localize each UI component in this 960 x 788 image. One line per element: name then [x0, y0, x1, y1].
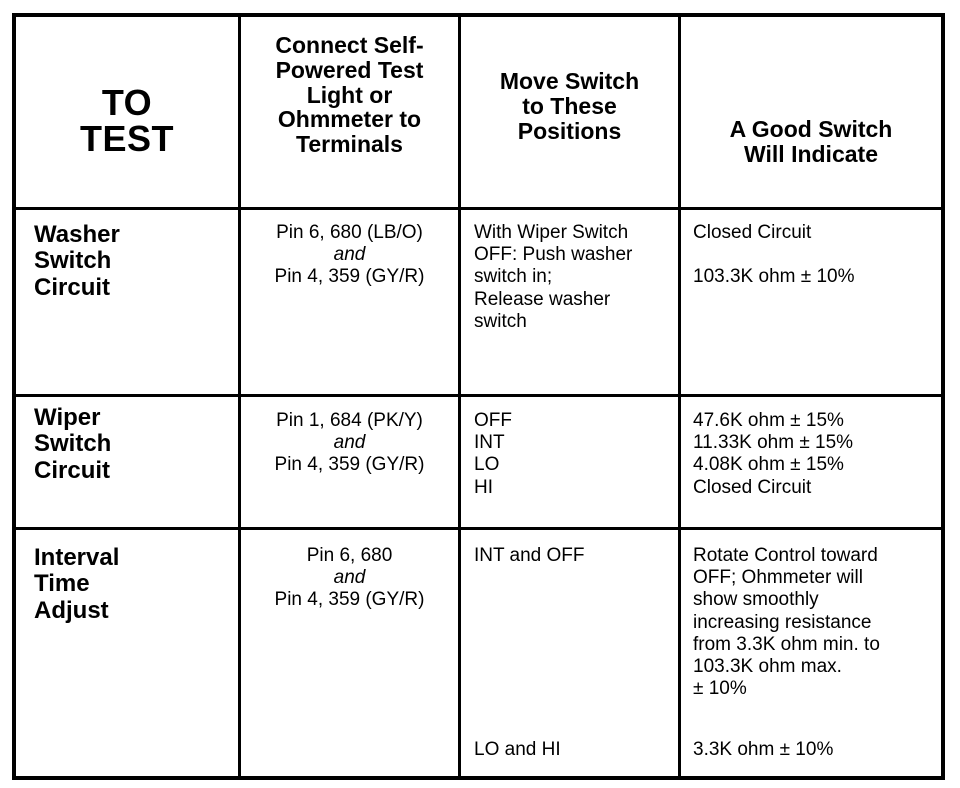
- indicate-line: show smoothly: [693, 589, 819, 611]
- header-connect-line: Powered Test: [275, 56, 424, 83]
- header-connect-line: Terminals: [296, 131, 403, 158]
- header-move-line: Positions: [517, 117, 622, 144]
- indicate-line: 103.3K ohm max.: [693, 656, 842, 678]
- header-connect-line: Light or: [306, 81, 393, 108]
- terminal-and: and: [333, 567, 366, 589]
- row-label-interval: [34, 545, 234, 624]
- row-label-line: Washer: [34, 221, 120, 248]
- positions-interval-int-off: [474, 545, 678, 567]
- position-line: OFF: Push washer: [474, 244, 633, 266]
- row-label-line: Time: [34, 570, 90, 598]
- header-connect-line: Connect Self-: [275, 32, 424, 58]
- position-line: LO and HI: [474, 739, 561, 760]
- terminals-interval: [241, 545, 458, 612]
- row-label-line: Adjust: [34, 596, 109, 624]
- indicate-line: Rotate Control toward: [693, 545, 878, 566]
- position-line: LO: [474, 454, 500, 476]
- position-line: switch in;: [474, 266, 553, 288]
- row-label-line: Wiper: [34, 404, 101, 431]
- indicate-wiper: [693, 410, 938, 499]
- position-line: INT and OFF: [474, 545, 585, 566]
- header-connect-terminals: [241, 17, 458, 207]
- indicate-washer: [693, 222, 938, 288]
- row-label-line: Switch: [34, 430, 112, 458]
- header-to-test: [16, 17, 238, 207]
- position-line: OFF: [474, 410, 512, 431]
- header-move-switch: [461, 17, 678, 207]
- row-label-line: Circuit: [34, 273, 111, 301]
- row-label-line: Switch: [34, 247, 112, 275]
- position-line: HI: [474, 476, 493, 498]
- row-divider: [16, 207, 941, 210]
- indicate-line: 47.6K ohm ± 15%: [693, 410, 844, 431]
- indicate-line: 103.3K ohm ± 10%: [693, 266, 855, 288]
- row-divider: [16, 394, 941, 397]
- terminal-line: Pin 6, 680: [306, 545, 393, 566]
- indicate-line: Closed Circuit: [693, 476, 812, 498]
- indicate-line: 4.08K ohm ± 15%: [693, 454, 844, 476]
- positions-wiper: [474, 410, 678, 499]
- indicate-interval-rotate: [693, 545, 938, 701]
- terminal-line: Pin 4, 359 (GY/R): [274, 266, 425, 288]
- indicate-line: OFF; Ohmmeter will: [693, 567, 863, 589]
- indicate-line: 11.33K ohm ± 15%: [693, 432, 854, 454]
- header-good-switch: [681, 17, 941, 207]
- terminal-line: Pin 4, 359 (GY/R): [274, 454, 425, 476]
- terminals-wiper: [241, 410, 458, 477]
- position-line: INT: [474, 432, 505, 454]
- indicate-line: Closed Circuit: [693, 222, 812, 243]
- row-label-line: Interval: [34, 544, 120, 571]
- terminal-and: and: [333, 244, 366, 266]
- terminal-line: Pin 4, 359 (GY/R): [274, 589, 425, 611]
- positions-interval-lo-hi: [474, 739, 678, 761]
- row-divider: [16, 527, 941, 530]
- row-label-line: Circuit: [34, 456, 111, 484]
- header-to-test-line: TO: [101, 82, 153, 123]
- indicate-line: from 3.3K ohm min. to: [693, 633, 880, 655]
- indicate-line: increasing resistance: [693, 611, 872, 633]
- terminal-line: Pin 1, 684 (PK/Y): [276, 410, 423, 431]
- terminal-line: Pin 6, 680 (LB/O): [276, 222, 423, 243]
- terminal-and: and: [333, 432, 366, 454]
- test-table: [12, 13, 945, 780]
- header-move-line: Move Switch: [499, 68, 640, 94]
- header-connect-line: Ohmmeter to: [277, 106, 422, 133]
- row-label-wiper: [34, 405, 234, 484]
- header-to-test-line: TEST: [79, 118, 174, 159]
- header-move-line: to These: [522, 92, 617, 119]
- spacer: [693, 244, 938, 266]
- position-line: Release washer: [474, 288, 611, 310]
- header-indicate-line: Will Indicate: [744, 140, 878, 167]
- positions-washer: [474, 222, 678, 333]
- indicate-line: 3.3K ohm ± 10%: [693, 739, 834, 760]
- indicate-line: ± 10%: [693, 678, 747, 700]
- terminals-washer: [241, 222, 458, 289]
- indicate-interval-lo-hi: [693, 739, 938, 761]
- row-label-washer: [34, 222, 234, 301]
- position-line: With Wiper Switch: [474, 222, 629, 243]
- position-line: switch: [474, 310, 527, 332]
- header-indicate-line: A Good Switch: [729, 116, 893, 142]
